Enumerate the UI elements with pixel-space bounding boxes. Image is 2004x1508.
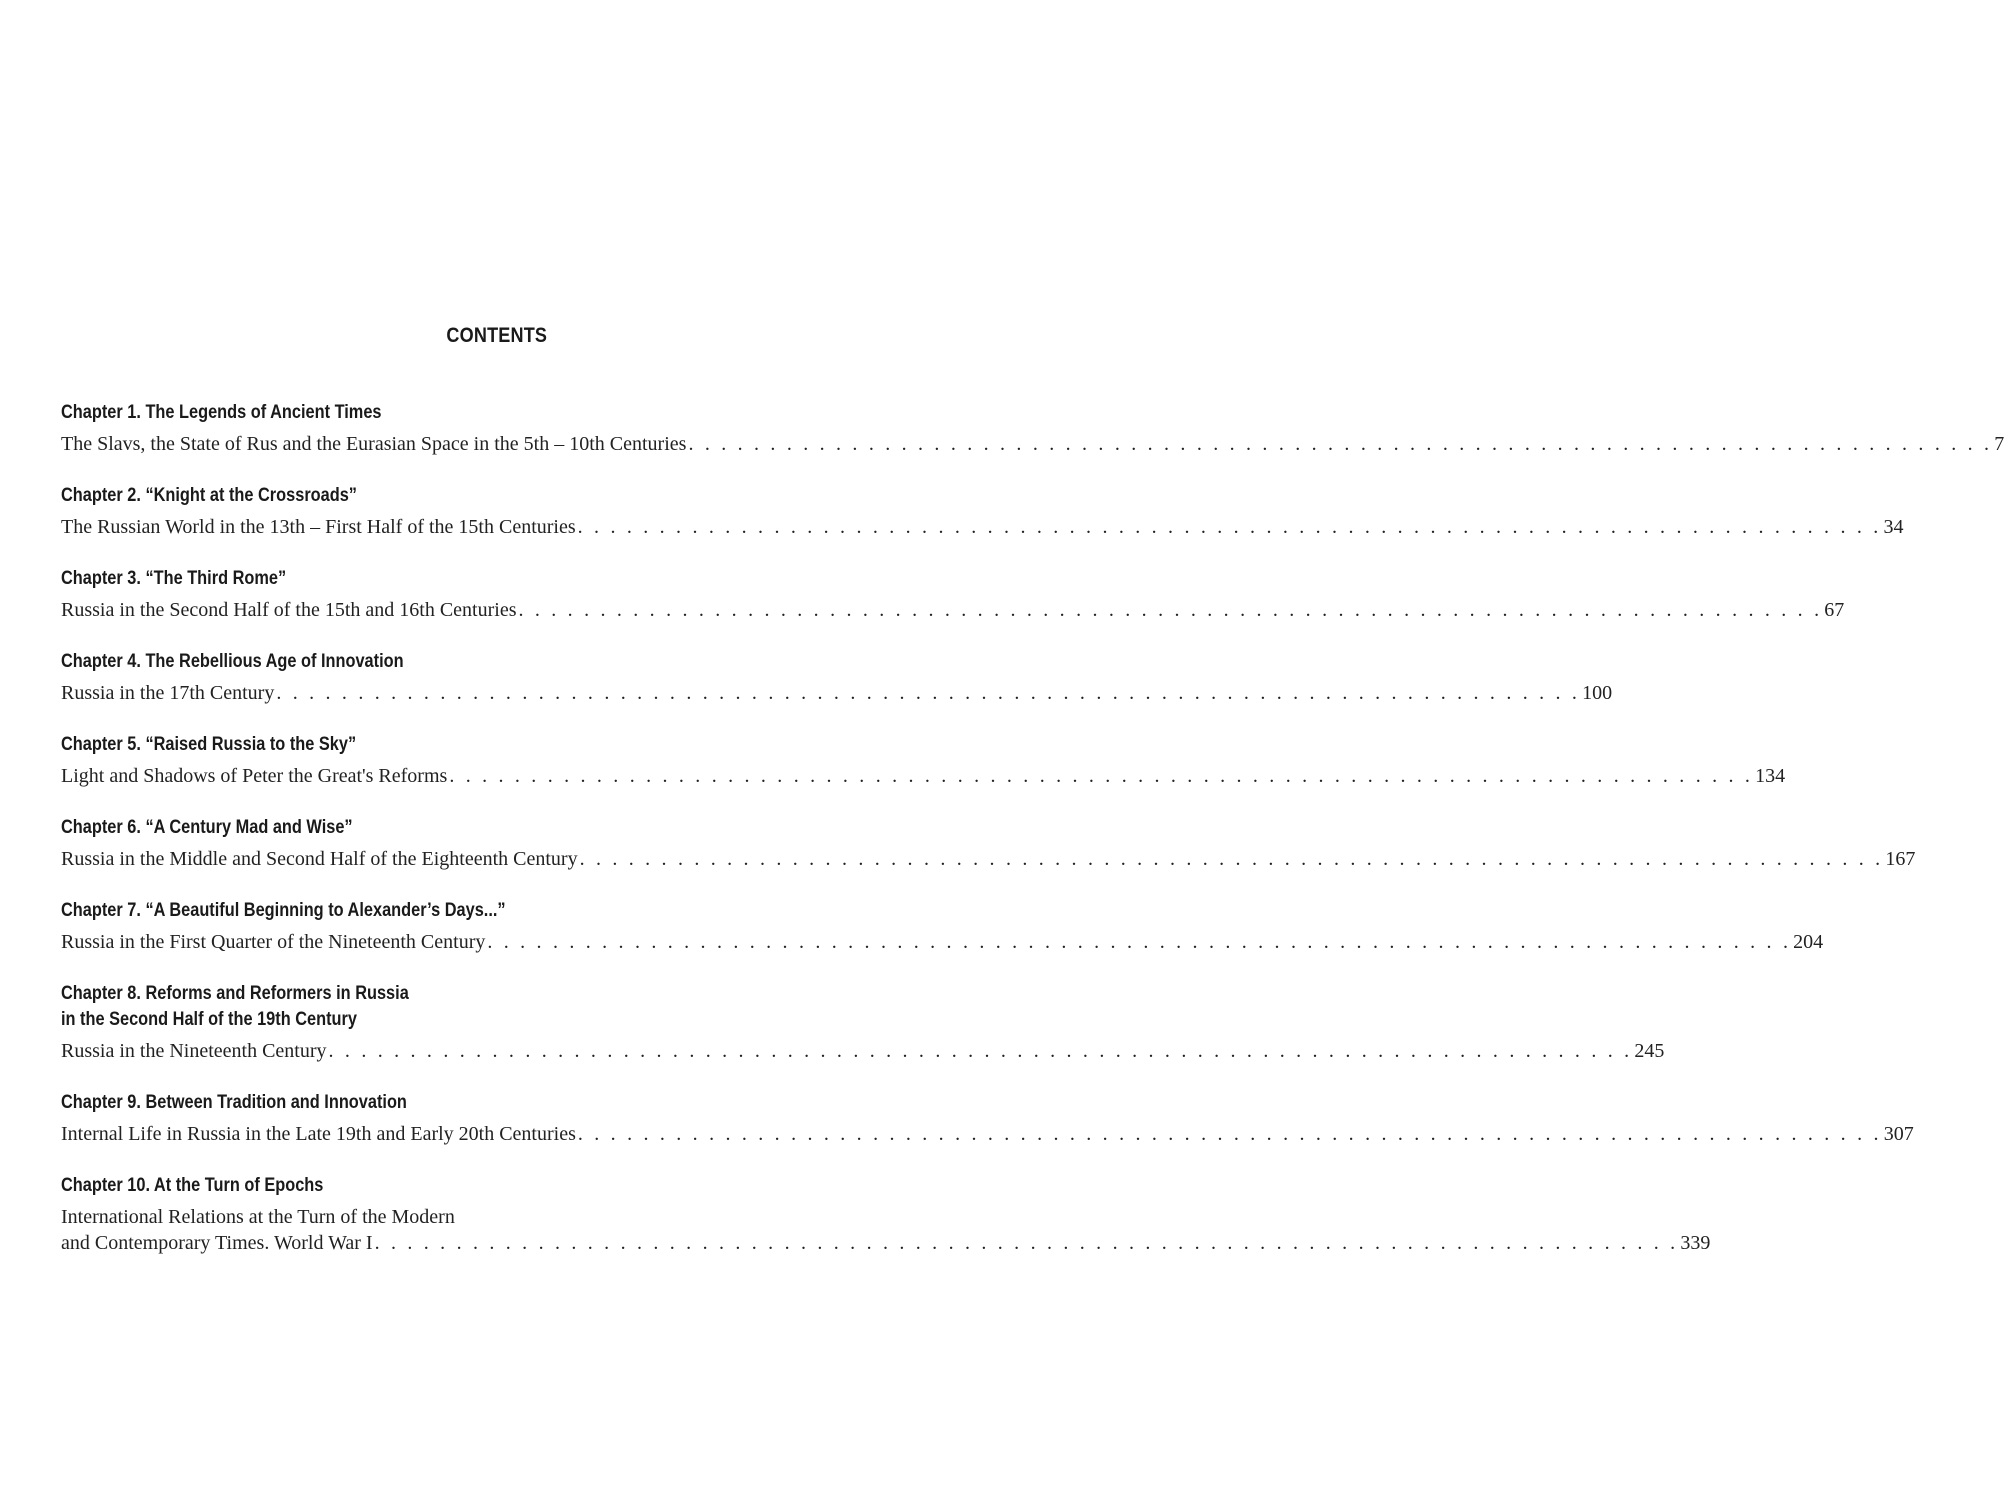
chapter-subtitle — [61, 1204, 1711, 1256]
chapter-title — [61, 732, 706, 758]
toc-leader-line — [61, 846, 1916, 872]
toc-entry — [61, 649, 1613, 706]
toc-leader-line — [61, 929, 1824, 955]
dot-leader: . . . . . . . . . . . . . . . . . . . . . . . . . . . . . . . . . . . . . . . . . . . . . . . . . . . . . . . . . . . . . . . . . . . . . . . . . . . . . . . . — [449, 765, 1754, 787]
toc-leader-line — [61, 680, 1613, 706]
toc-leader-line — [61, 431, 2004, 457]
chapter-subtitle-text: Russia in the 17th Century — [61, 682, 275, 704]
chapter-subtitle — [61, 1038, 1665, 1064]
chapter-title-line: Chapter 1. The Legends of Ancient Times — [61, 402, 382, 423]
toc-entry — [61, 400, 2004, 457]
chapter-title-line: in the Second Half of the 19th Century — [61, 1009, 357, 1030]
chapter-title — [61, 566, 706, 592]
page-number: 100 — [1582, 682, 1613, 704]
dot-leader: . . . . . . . . . . . . . . . . . . . . . . . . . . . . . . . . . . . . . . . . . . . . . . . . . . . . . . . . . . . . . . . . . . . . . . . . . . . . . . . . — [276, 682, 1581, 704]
toc-leader-line — [61, 1230, 1711, 1256]
chapter-subtitle-text: and Contemporary Times. World War I — [61, 1232, 373, 1254]
toc-entry — [61, 815, 1916, 872]
chapter-subtitle-text: Russia in the First Quarter of the Nineteenth Century — [61, 931, 486, 953]
chapter-title — [61, 483, 706, 509]
chapter-title-line: Chapter 2. “Knight at the Crossroads” — [61, 485, 357, 506]
chapter-title-line: Chapter 8. Reforms and Reformers in Russia — [61, 983, 409, 1004]
page-title: CONTENTS — [446, 324, 548, 347]
chapter-subtitle-text: Russia in the Middle and Second Half of the Eighteenth Century — [61, 848, 578, 870]
toc-entry — [61, 898, 1824, 955]
chapter-subtitle-text: Russia in the Nineteenth Century — [61, 1040, 327, 1062]
chapter-title-line: Chapter 7. “A Beautiful Beginning to Alexander’s Days...” — [61, 900, 506, 921]
chapter-subtitle — [61, 1121, 1914, 1147]
chapter-title-line: Chapter 5. “Raised Russia to the Sky” — [61, 734, 357, 755]
chapter-title — [61, 649, 706, 675]
chapter-subtitle-text: The Russian World in the 13th – First Half of the 15th Centuries — [61, 516, 576, 538]
table-of-contents — [61, 400, 2004, 1282]
toc-leader-line — [61, 597, 1845, 623]
page-number: 134 — [1755, 765, 1786, 787]
chapter-title — [61, 400, 706, 426]
chapter-title — [61, 898, 706, 924]
toc-entry — [61, 566, 1845, 623]
dot-leader: . . . . . . . . . . . . . . . . . . . . . . . . . . . . . . . . . . . . . . . . . . . . . . . . . . . . . . . . . . . . . . . . . . . . . . . . . . . . . . . . — [577, 1123, 1882, 1145]
chapter-title-line: Chapter 9. Between Tradition and Innovation — [61, 1092, 407, 1113]
chapter-title — [61, 815, 706, 841]
dot-leader: . . . . . . . . . . . . . . . . . . . . . . . . . . . . . . . . . . . . . . . . . . . . . . . . . . . . . . . . . . . . . . . . . . . . . . . . . . . . . . . . — [688, 433, 1993, 455]
page-number: 67 — [1824, 599, 1845, 621]
chapter-title — [61, 981, 706, 1033]
chapter-subtitle — [61, 431, 2004, 457]
toc-entry — [61, 981, 1665, 1064]
chapter-subtitle — [61, 680, 1613, 706]
page-number: 307 — [1883, 1123, 1914, 1145]
page-number: 34 — [1883, 516, 1904, 538]
chapter-subtitle-text: Internal Life in Russia in the Late 19th and Early 20th Centuries — [61, 1123, 576, 1145]
dot-leader: . . . . . . . . . . . . . . . . . . . . . . . . . . . . . . . . . . . . . . . . . . . . . . . . . . . . . . . . . . . . . . . . . . . . . . . . . . . . . . . . — [374, 1232, 1679, 1254]
chapter-subtitle — [61, 514, 1904, 540]
chapter-subtitle-text: Light and Shadows of Peter the Great's Reforms — [61, 765, 448, 787]
dot-leader: . . . . . . . . . . . . . . . . . . . . . . . . . . . . . . . . . . . . . . . . . . . . . . . . . . . . . . . . . . . . . . . . . . . . . . . . . . . . . . . . — [487, 931, 1792, 953]
dot-leader: . . . . . . . . . . . . . . . . . . . . . . . . . . . . . . . . . . . . . . . . . . . . . . . . . . . . . . . . . . . . . . . . . . . . . . . . . . . . . . . . — [579, 848, 1884, 870]
chapter-subtitle-text: Russia in the Second Half of the 15th and 16th Centuries — [61, 599, 517, 621]
chapter-title-line: Chapter 6. “A Century Mad and Wise” — [61, 817, 353, 838]
chapter-title-line: Chapter 10. At the Turn of Epochs — [61, 1175, 324, 1196]
dot-leader: . . . . . . . . . . . . . . . . . . . . . . . . . . . . . . . . . . . . . . . . . . . . . . . . . . . . . . . . . . . . . . . . . . . . . . . . . . . . . . . . — [328, 1040, 1633, 1062]
toc-leader-line — [61, 1038, 1665, 1064]
chapter-subtitle — [61, 597, 1845, 623]
toc-entry — [61, 483, 1904, 540]
page-number: 204 — [1793, 931, 1824, 953]
toc-entry — [61, 1173, 1711, 1256]
chapter-title-line: Chapter 4. The Rebellious Age of Innovation — [61, 651, 404, 672]
chapter-subtitle — [61, 929, 1824, 955]
chapter-subtitle-line: International Relations at the Turn of the Modern — [61, 1206, 455, 1228]
toc-leader-line — [61, 763, 1786, 789]
dot-leader: . . . . . . . . . . . . . . . . . . . . . . . . . . . . . . . . . . . . . . . . . . . . . . . . . . . . . . . . . . . . . . . . . . . . . . . . . . . . . . . . — [577, 516, 1882, 538]
chapter-subtitle — [61, 846, 1916, 872]
dot-leader: . . . . . . . . . . . . . . . . . . . . . . . . . . . . . . . . . . . . . . . . . . . . . . . . . . . . . . . . . . . . . . . . . . . . . . . . . . . . . . . . — [518, 599, 1823, 621]
toc-entry — [61, 1090, 1914, 1147]
chapter-subtitle-text: The Slavs, the State of Rus and the Eurasian Space in the 5th – 10th Centuries — [61, 433, 687, 455]
chapter-subtitle — [61, 763, 1786, 789]
page-number: 167 — [1885, 848, 1916, 870]
page-number: 245 — [1634, 1040, 1665, 1062]
toc-leader-line — [61, 514, 1904, 540]
chapter-title-line: Chapter 3. “The Third Rome” — [61, 568, 287, 589]
chapter-title — [61, 1173, 706, 1199]
toc-leader-line — [61, 1121, 1914, 1147]
page-number: 339 — [1680, 1232, 1711, 1254]
page-number: 7 — [1994, 433, 2004, 455]
chapter-title — [61, 1090, 706, 1116]
toc-entry — [61, 732, 1786, 789]
